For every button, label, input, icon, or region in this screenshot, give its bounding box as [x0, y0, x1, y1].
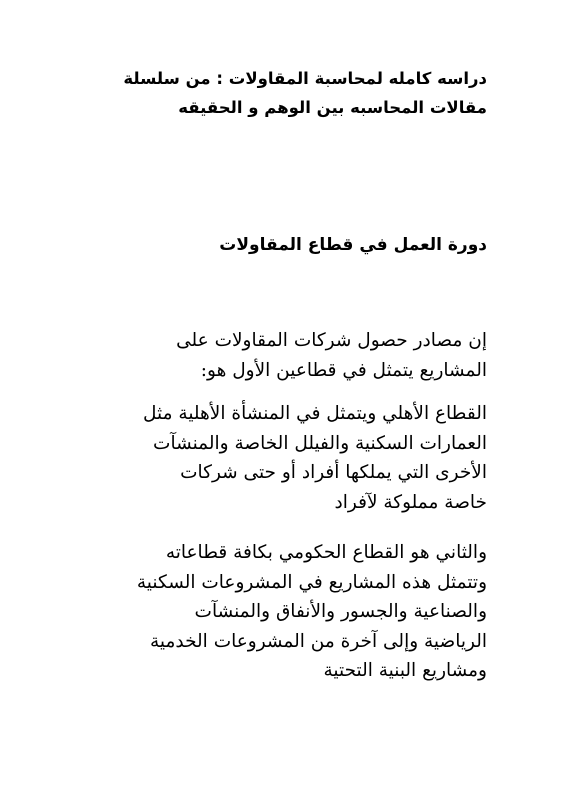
paragraph-3-line-4: الرياضية وإلى آخرة من المشروعات الخدمية [149, 630, 487, 652]
paragraph-2-line-1: القطاع الأهلي ويتمثل في المنشأة الأهلية مثل [143, 403, 487, 424]
title-line-1: دراسه كامله لمحاسبة المقاولات : من سلسلة [123, 69, 487, 88]
title-line-2: مقالات المحاسبه بين الوهم و الحقيقه [178, 98, 487, 117]
paragraph-3-line-3: والصناعية والجسور والأنفاق والمنشآت [194, 601, 487, 622]
document-title [47, 64, 487, 122]
paragraph-2-line-4: خاصة مملوكة لآفراد [334, 491, 487, 513]
paragraph-1 [77, 326, 487, 385]
paragraph-2-line-2: العمارات السكنية والفيلل الخاصة والمنشآت [153, 432, 487, 454]
paragraph-1-line-1: إن مصادر حصول شركات المقاولات على [176, 330, 487, 351]
paragraph-2-line-3: الأخرى التي يملكها أفراد أو حتى شركات [180, 462, 487, 483]
section-heading: دورة العمل في قطاع المقاولات [219, 235, 487, 255]
paragraph-2 [77, 399, 487, 517]
paragraph-3-line-5: ومشاريع البنية التحتية [323, 660, 487, 681]
paragraph-1-line-2: المشاريع يتمثل في قطاعين الأول هو: [200, 359, 487, 381]
paragraph-3-line-1: والثاني هو القطاع الحكومي بكافة قطاعاته [165, 542, 487, 563]
paragraph-3-line-2: وتتمثل هذه المشاريع في المشروعات السكنية [136, 571, 487, 593]
paragraph-3 [77, 538, 487, 686]
